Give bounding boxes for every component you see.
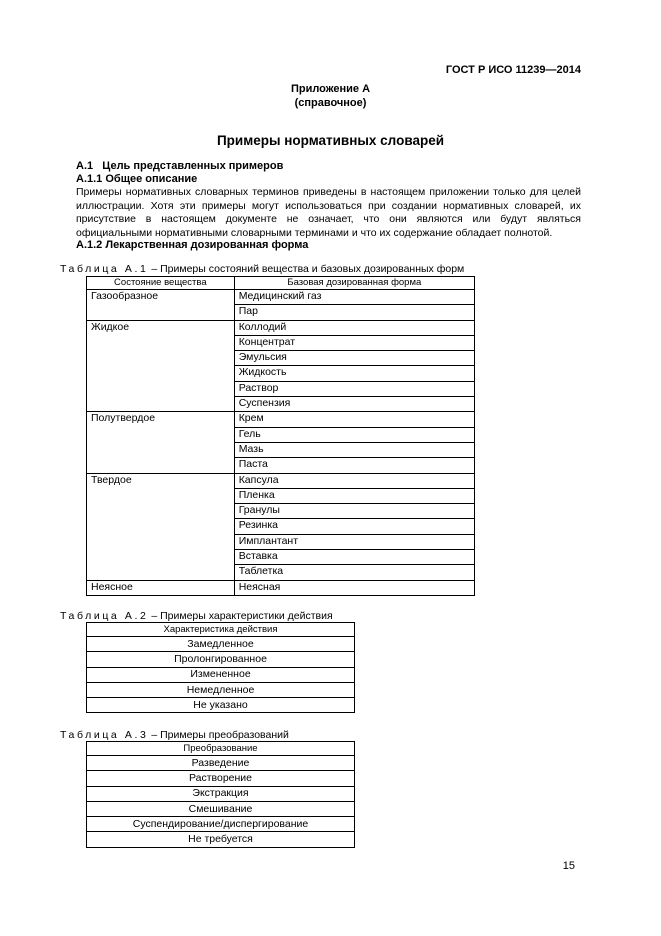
table2-caption-text: – Примеры характеристики действия [148, 610, 333, 622]
subsection-heading-dosage: А.1.2 Лекарственная дозированная форма [76, 239, 309, 251]
form-cell: Капсула [234, 473, 474, 488]
table2-header: Характеристика действия [87, 623, 355, 637]
table1-caption [60, 263, 464, 275]
table-row [87, 320, 475, 335]
form-cell: Имплантант [234, 534, 474, 549]
table-row [87, 817, 355, 832]
table1-header-state: Состояние вещества [87, 277, 235, 290]
form-cell: Крем [234, 412, 474, 427]
table-row [87, 637, 355, 652]
table-row [87, 473, 475, 488]
table-cell: Не требуется [87, 832, 355, 847]
table-cell: Экстракция [87, 786, 355, 801]
table3-header: Преобразование [87, 742, 355, 756]
table1-caption-text: – Примеры состояний вещества и базовых дозированных форм [148, 263, 465, 275]
table-row [87, 667, 355, 682]
table-cell: Замедленное [87, 637, 355, 652]
table-cell: Разведение [87, 756, 355, 771]
state-cell: Полутвердое [87, 412, 235, 473]
section-heading: А.1 Цель представленных примеров [76, 160, 284, 172]
appendix-subtitle: (справочное) [294, 97, 367, 109]
form-cell: Мазь [234, 442, 474, 457]
form-cell: Концентрат [234, 335, 474, 350]
form-cell: Эмульсия [234, 351, 474, 366]
table1-header-form: Базовая дозированная форма [234, 277, 474, 290]
table-cell: Не указано [87, 698, 355, 713]
form-cell: Раствор [234, 381, 474, 396]
table-row [87, 682, 355, 697]
table-row [87, 652, 355, 667]
table-cell: Смешивание [87, 801, 355, 816]
paragraph-text: Примеры нормативных словарных терминов приведены в настоящем приложении только для целей иллюстрации. Хотя эти примеры могут использоваться при создании нормативных словарей, их присутствие в настоящем документе не означает, что они являются или будут являться официальными нормативными словарными терминами и что их содержание обладает полнотой. [76, 186, 581, 239]
table-row [87, 771, 355, 786]
form-cell: Пленка [234, 488, 474, 503]
table-cell: Измененное [87, 667, 355, 682]
table-row [87, 698, 355, 713]
table3-caption-text: – Примеры преобразований [148, 729, 289, 741]
standard-code: ГОСТ Р ИСО 11239—2014 [445, 64, 581, 76]
table2-caption-prefix: Таблица А.2 [60, 610, 149, 622]
form-cell: Резинка [234, 519, 474, 534]
form-cell: Гранулы [234, 504, 474, 519]
state-cell: Твердое [87, 473, 235, 580]
state-cell: Жидкое [87, 320, 235, 412]
table-action-characteristics [86, 622, 355, 713]
table-cell: Немедленное [87, 682, 355, 697]
form-cell: Неясная [234, 580, 474, 595]
form-cell: Пар [234, 305, 474, 320]
appendix-heading [0, 82, 661, 110]
form-cell: Вставка [234, 550, 474, 565]
table-row [87, 832, 355, 847]
table-row [87, 756, 355, 771]
table-cell: Пролонгированное [87, 652, 355, 667]
form-cell: Медицинский газ [234, 290, 474, 305]
page-number: 15 [562, 860, 575, 872]
table-cell: Суспендирование/диспергирование [87, 817, 355, 832]
form-cell: Коллодий [234, 320, 474, 335]
table3-caption-prefix: Таблица А.3 [60, 729, 149, 741]
table1-caption-prefix: Таблица А.1 [60, 263, 149, 275]
table-transformations [86, 741, 355, 848]
form-cell: Жидкость [234, 366, 474, 381]
subsection-heading-general: А.1.1 Общее описание [76, 173, 198, 185]
form-cell: Гель [234, 427, 474, 442]
section-paragraph [76, 186, 581, 240]
table3-body [87, 756, 355, 848]
state-cell: Газообразное [87, 290, 235, 321]
table-states-forms [86, 276, 475, 596]
table-row [87, 290, 475, 305]
table-row [87, 580, 475, 595]
form-cell: Таблетка [234, 565, 474, 580]
table-row [87, 801, 355, 816]
table2-caption [60, 610, 333, 622]
page-title: Примеры нормативных словарей [216, 133, 445, 148]
appendix-title: Приложение А [290, 83, 371, 95]
table-row [87, 786, 355, 801]
table-row [87, 412, 475, 427]
table2-body [87, 637, 355, 713]
table3-caption [60, 729, 289, 741]
form-cell: Паста [234, 458, 474, 473]
table-cell: Растворение [87, 771, 355, 786]
table1-body [87, 290, 475, 596]
state-cell: Неясное [87, 580, 235, 595]
form-cell: Суспензия [234, 397, 474, 412]
